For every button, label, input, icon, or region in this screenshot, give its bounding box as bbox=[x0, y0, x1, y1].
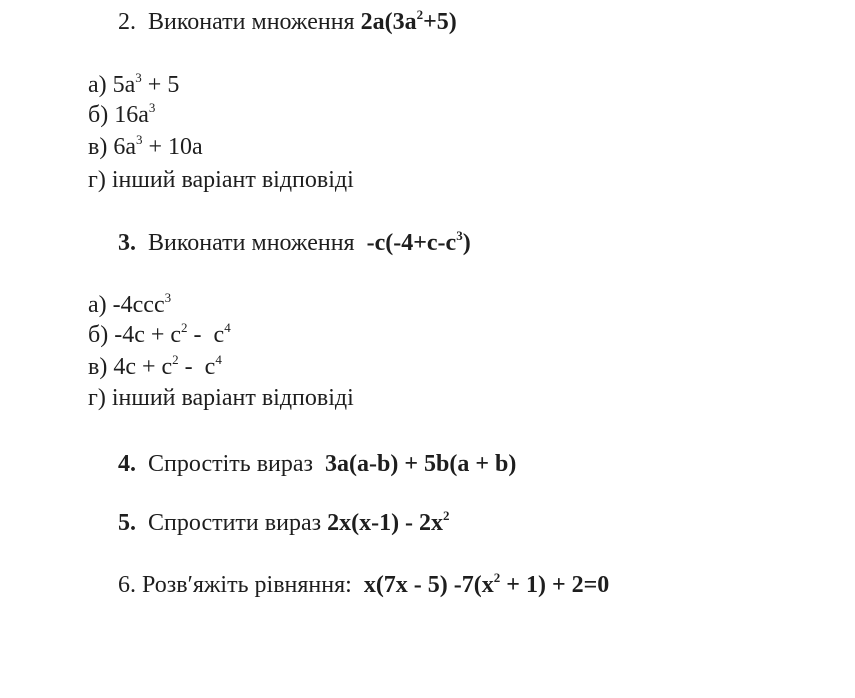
q2-option-v bbox=[88, 133, 203, 164]
q3-title bbox=[118, 229, 471, 260]
q3-option-b bbox=[88, 321, 231, 352]
superscript-exponent: 4 bbox=[224, 320, 231, 335]
superscript-exponent: 4 bbox=[215, 352, 222, 367]
text-segment: в) 6a bbox=[88, 134, 136, 160]
text-segment: Спростіть вираз bbox=[136, 451, 325, 477]
text-segment: а) -4ccc bbox=[88, 292, 165, 318]
q2-option-a bbox=[88, 71, 179, 102]
q5-title bbox=[118, 509, 450, 540]
superscript-exponent: 3 bbox=[456, 228, 463, 243]
text-segment: б) 16a bbox=[88, 102, 149, 128]
text-segment: Спростити вираз bbox=[136, 510, 328, 536]
q4-title bbox=[118, 450, 516, 478]
q3-option-a bbox=[88, 291, 171, 322]
text-segment: + 1) + 2=0 bbox=[500, 572, 610, 598]
text-segment: x(7x - 5) -7(x bbox=[363, 572, 494, 598]
q3-option-g bbox=[88, 384, 354, 412]
text-segment: 2a(3a bbox=[360, 9, 417, 35]
text-segment: 4. bbox=[118, 451, 136, 477]
superscript-exponent: 2 bbox=[443, 508, 450, 523]
superscript-exponent: 3 bbox=[148, 100, 156, 115]
superscript-exponent: 2 bbox=[172, 352, 179, 367]
superscript-exponent: 2 bbox=[416, 7, 424, 22]
superscript-exponent: 2 bbox=[493, 570, 501, 585]
text-segment: 2x(x-1) - 2x bbox=[327, 510, 444, 536]
q2-option-g bbox=[88, 166, 354, 194]
text-segment: г) інший варіант відповіді bbox=[88, 385, 354, 411]
q3-option-v bbox=[88, 353, 222, 384]
text-segment: 3a(a-b) + 5b(a + b) bbox=[325, 451, 517, 477]
text-segment: б) -4c + c bbox=[88, 322, 182, 348]
superscript-exponent: 2 bbox=[181, 320, 188, 335]
q2-title bbox=[118, 8, 457, 39]
text-segment: Виконати множення bbox=[136, 230, 367, 256]
text-segment: 2. Виконати множення bbox=[118, 9, 361, 35]
superscript-exponent: 3 bbox=[164, 290, 172, 305]
text-segment: + 5 bbox=[141, 72, 180, 98]
q2-option-b bbox=[88, 101, 155, 132]
q6-title bbox=[118, 571, 609, 602]
text-segment: - c bbox=[178, 354, 216, 380]
superscript-exponent: 3 bbox=[135, 70, 142, 85]
text-segment: + 10a bbox=[142, 134, 203, 160]
superscript-exponent: 3 bbox=[135, 132, 143, 147]
text-segment: -c(-4+c-c bbox=[366, 230, 457, 256]
text-segment: ) bbox=[462, 230, 471, 256]
text-segment: - c bbox=[187, 322, 225, 348]
text-segment: 6. Розв′яжіть рівняння: bbox=[118, 572, 364, 598]
text-segment: в) 4c + c bbox=[88, 354, 173, 380]
text-segment: г) інший варіант відповіді bbox=[88, 167, 354, 193]
text-segment: 5. bbox=[118, 510, 136, 536]
text-segment: а) 5a bbox=[88, 72, 136, 98]
text-segment: +5) bbox=[423, 9, 457, 35]
text-segment: 3. bbox=[118, 230, 136, 256]
